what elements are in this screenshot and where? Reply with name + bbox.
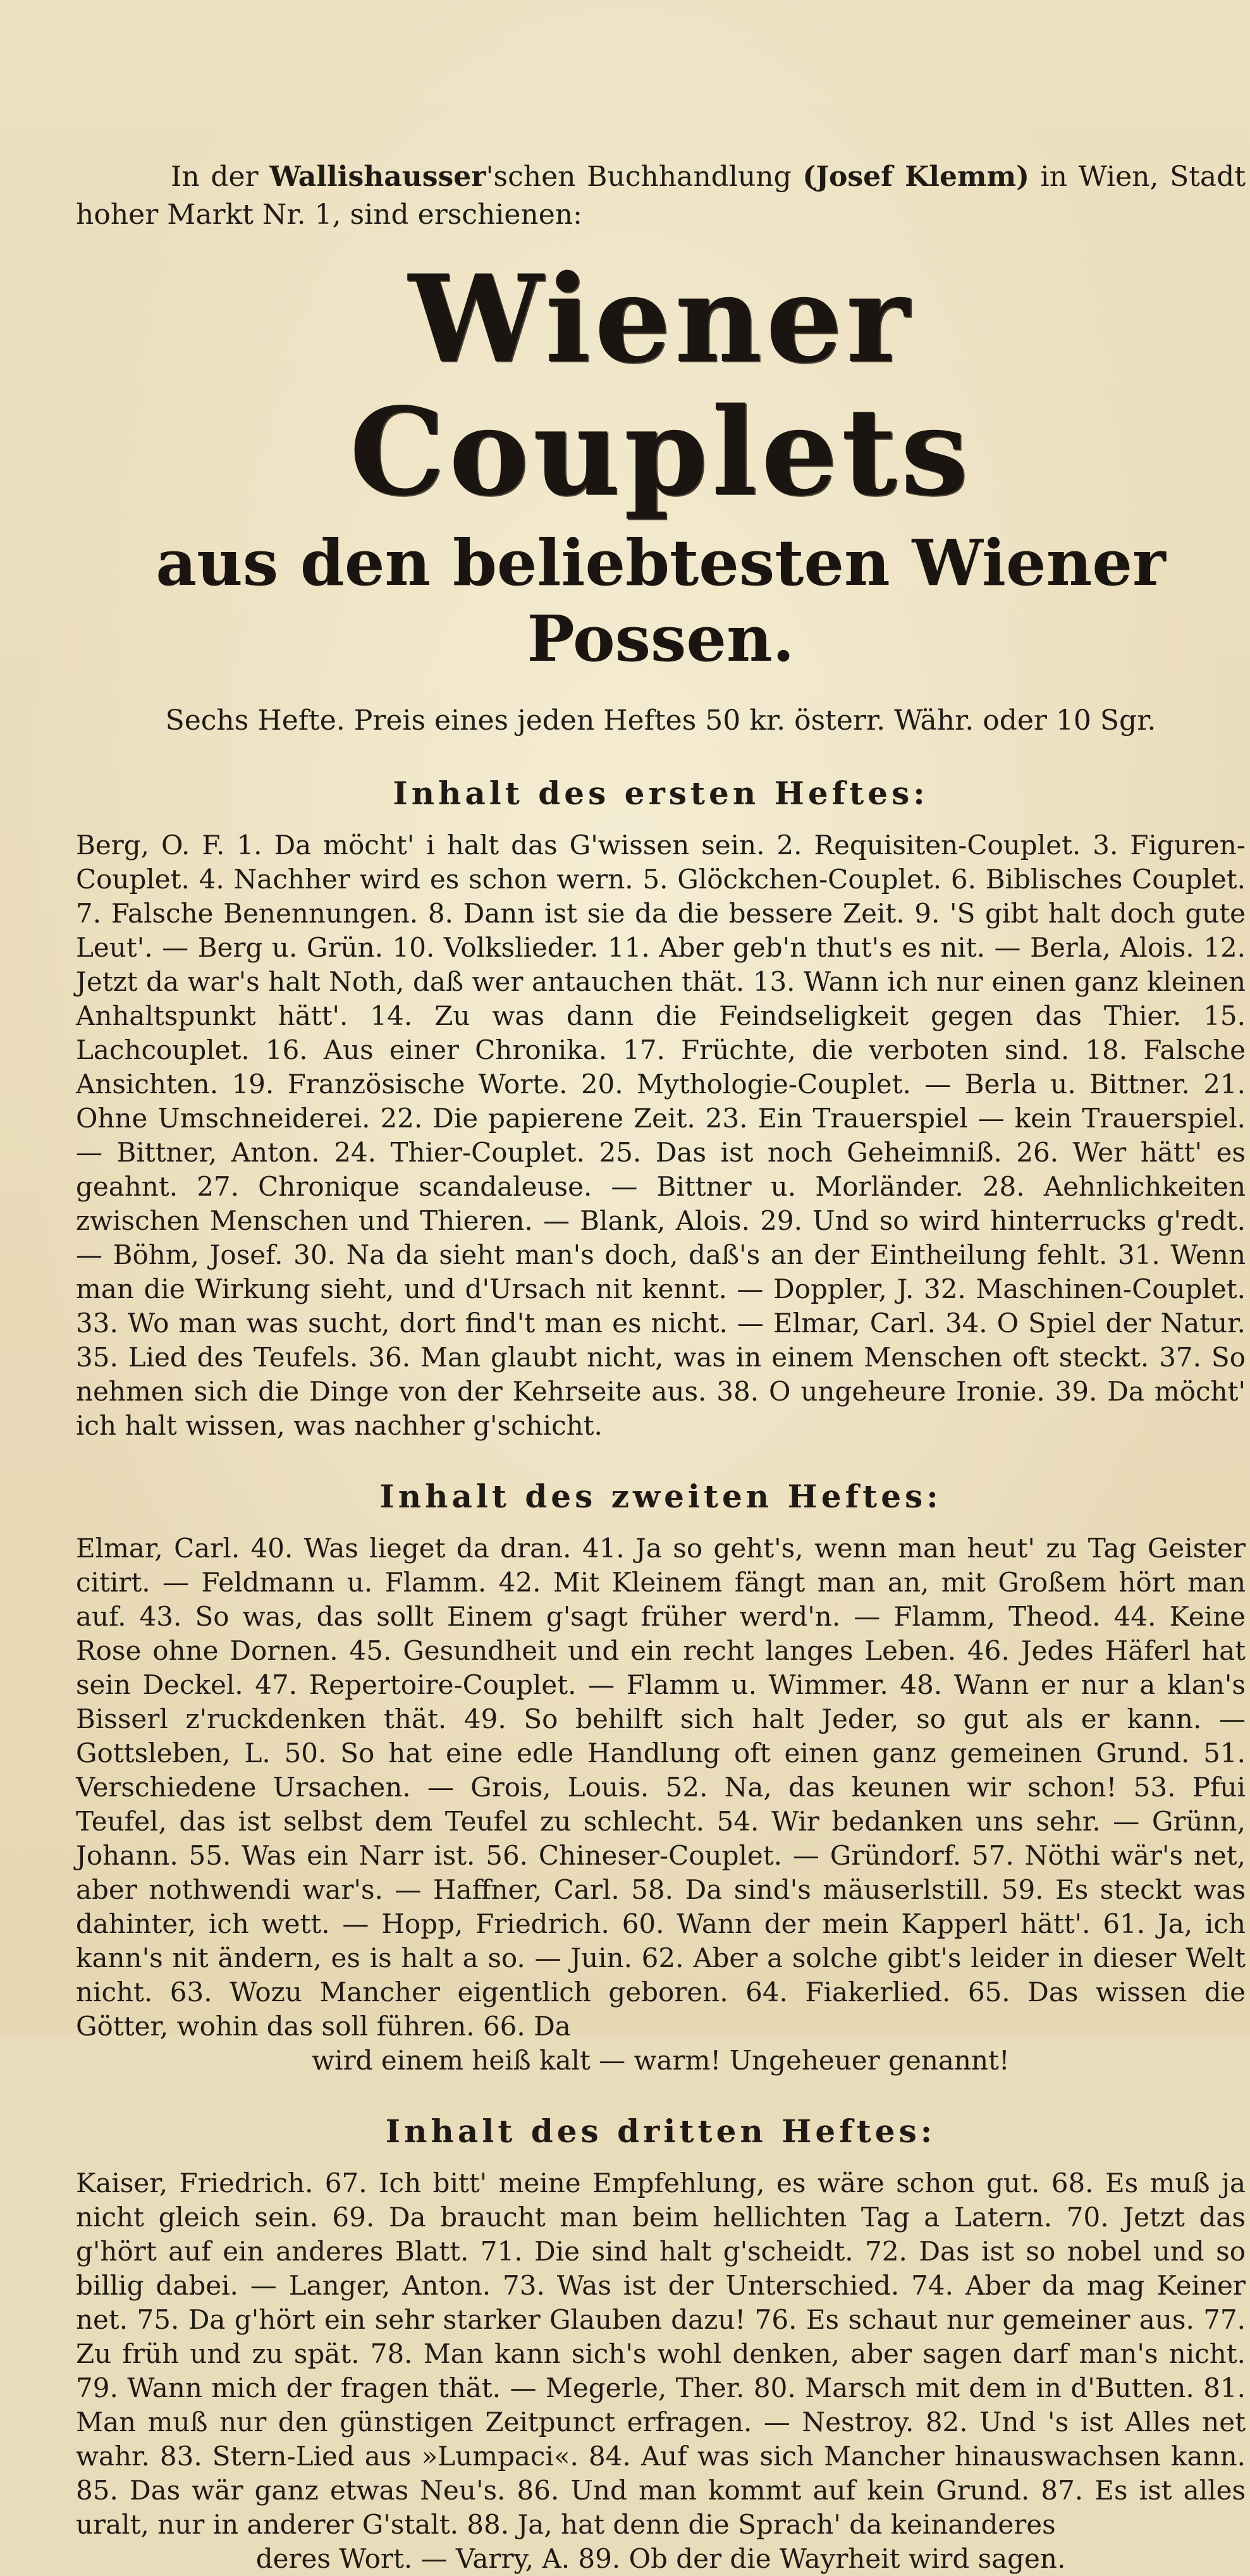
section-heading-third: Inhalt des dritten Heftes:: [385, 2113, 936, 2150]
section-heading-first: Inhalt des ersten Heftes:: [393, 775, 929, 812]
owner-name: (Josef Klemm): [802, 161, 1029, 193]
section-last-line-third: deres Wort. — Varry, A. 89. Ob der die Wayrheit wird sagen.: [255, 2543, 1066, 2574]
section-last-line-second: wird einem heiß kalt — warm! Ungeheuer genannt!: [312, 2045, 1010, 2076]
subtitle: aus den beliebtesten Wiener Possen.: [156, 525, 1166, 676]
section-second: [76, 1475, 1246, 2078]
advertisement: [76, 158, 1246, 2576]
section-body-third: Kaiser, Friedrich. 67. Ich bitt' meine Empfehlung, es wäre schon gut. 68. Es muß ja nicht gleich sein. 69. Da braucht man beim hellichten Tag a Latern. 70. Jetzt das g'hört auf ein anderes Blatt. 71. Die sind halt g'scheidt. 72. Das ist so nobel und so billig dabei. — Langer, Anton. 73. Was ist der Unterschied. 74. Aber da mag Keiner net. 75. Da g'hört ein sehr starker Glauben dazu! 76. Es schaut nur gemeiner aus. 77. Zu früh und zu spät. 78. Man kann sich's wohl denken, aber sagen darf man's nicht. 79. Wann mich der fragen thät. — Megerle, Ther. 80. Marsch mit dem in d'Butten. 81. Man muß nur den günstigen Zeitpunct erfragen. — Nestroy. 82. Und 's ist Alles net wahr. 83. Stern-Lied aus »Lumpaci«. 84. Auf was sich Mancher hinauswachsen kann. 85. Das wär ganz etwas Neu's. 86. Und man kommt auf kein Grund. 87. Es ist alles uralt, nur in anderer G'stalt. 88. Ja, hat denn die Sprach' da keinanderes: [76, 2168, 1246, 2540]
publisher-name: Wallishausser: [269, 161, 486, 193]
section-first: [76, 771, 1246, 1443]
intro-text-2: 'schen Buchhandlung: [486, 161, 803, 193]
section-text-first: [76, 828, 1246, 1443]
price-line: Sechs Hefte. Preis eines jeden Heftes 50 kr. österr. Währ. oder 10 Sgr.: [165, 704, 1156, 737]
section-text-third: [76, 2166, 1246, 2576]
section-text-second: [76, 1531, 1246, 2078]
section-heading-second: Inhalt des zweiten Heftes:: [379, 1478, 942, 1515]
intro-text-1: In der: [171, 161, 270, 193]
intro-text-3: in Wien, Stadt hoher Markt Nr. 1, sind erschienen:: [76, 161, 1246, 231]
main-title: Wiener Couplets: [349, 248, 972, 522]
section-body-first: Berg, O. F. 1. Da möcht' i halt das G'wissen sein. 2. Requisiten-Couplet. 3. Figuren-Couplet. 4. Nachher wird es schon wern. 5. Glöckchen-Couplet. 6. Biblisches Couplet. 7. Falsche Benennungen. 8. Dann ist sie da die bessere Zeit. 9. 'S gibt halt doch gute Leut'. — Berg u. Grün. 10. Volkslieder. 11. Aber geb'n thut's es nit. — Berla, Alois. 12. Jetzt da war's halt Noth, daß wer antauchen thät. 13. Wann ich nur einen ganz kleinen Anhaltspunkt hätt'. 14. Zu was dann die Feindseligkeit gegen das Thier. 15. Lachcouplet. 16. Aus einer Chronika. 17. Früchte, die verboten sind. 18. Falsche Ansichten. 19. Französische Worte. 20. Mythologie-Couplet. — Berla u. Bittner. 21. Ohne Umschneiderei. 22. Die papierene Zeit. 23. Ein Trauerspiel — kein Trauerspiel. — Bittner, Anton. 24. Thier-Couplet. 25. Das ist noch Geheimniß. 26. Wer hätt' es geahnt. 27. Chronique scandaleuse. — Bittner u. Morländer. 28. Aehnlichkeiten zwischen Menschen und Thieren. — Blank, Alois. 29. Und so wird hinterrucks g'redt. — Böhm, Josef. 30. Na da sieht man's doch, daß's an der Eintheilung fehlt. 31. Wenn man die Wirkung sieht, und d'Ursach nit kennt. — Doppler, J. 32. Maschinen-Couplet. 33. Wo man was sucht, dort find't man es nicht. — Elmar, Carl. 34. O Spiel der Natur. 35. Lied des Teufels. 36. Man glaubt nicht, was in einem Menschen oft steckt. 37. So nehmen sich die Dinge von der Kehrseite aus. 38. O ungeheure Ironie. 39. Da möcht' ich halt wissen, was nachher g'schicht.: [76, 830, 1246, 1441]
intro-paragraph: [76, 158, 1246, 234]
section-third: [76, 2109, 1246, 2576]
section-body-second: Elmar, Carl. 40. Was lieget da dran. 41. Ja so geht's, wenn man heut' zu Tag Geister citirt. — Feldmann u. Flamm. 42. Mit Kleinem fängt man an, mit Großem hört man auf. 43. So was, das sollt Einem g'sagt früher werd'n. — Flamm, Theod. 44. Keine Rose ohne Dornen. 45. Gesundheit und ein recht langes Leben. 46. Jedes Häferl hat sein Deckel. 47. Repertoire-Couplet. — Flamm u. Wimmer. 48. Wann er nur a klan's Bisserl z'ruckdenken thät. 49. So behilft sich halt Jeder, so gut als er kann. — Gottsleben, L. 50. So hat eine edle Handlung oft einen ganz gemeinen Grund. 51. Verschiedene Ursachen. — Grois, Louis. 52. Na, das keunen wir schon! 53. Pfui Teufel, das ist selbst dem Teufel zu schlecht. 54. Wir bedanken uns sehr. — Grünn, Johann. 55. Was ein Narr ist. 56. Chineser-Couplet. — Gründorf. 57. Nöthi wär's net, aber nothwendi war's. — Haffner, Carl. 58. Da sind's mäuserlstill. 59. Es steckt was dahinter, ich wett. — Hopp, Friedrich. 60. Wann der mein Kapperl hätt'. 61. Ja, ich kann's nit ändern, es is halt a so. — Juin. 62. Aber a solche gibt's leider in dieser Welt nicht. 63. Wozu Mancher eigentlich geboren. 64. Fiakerlied. 65. Das wissen die Götter, wohin das soll führen. 66. Da: [76, 1533, 1246, 2042]
